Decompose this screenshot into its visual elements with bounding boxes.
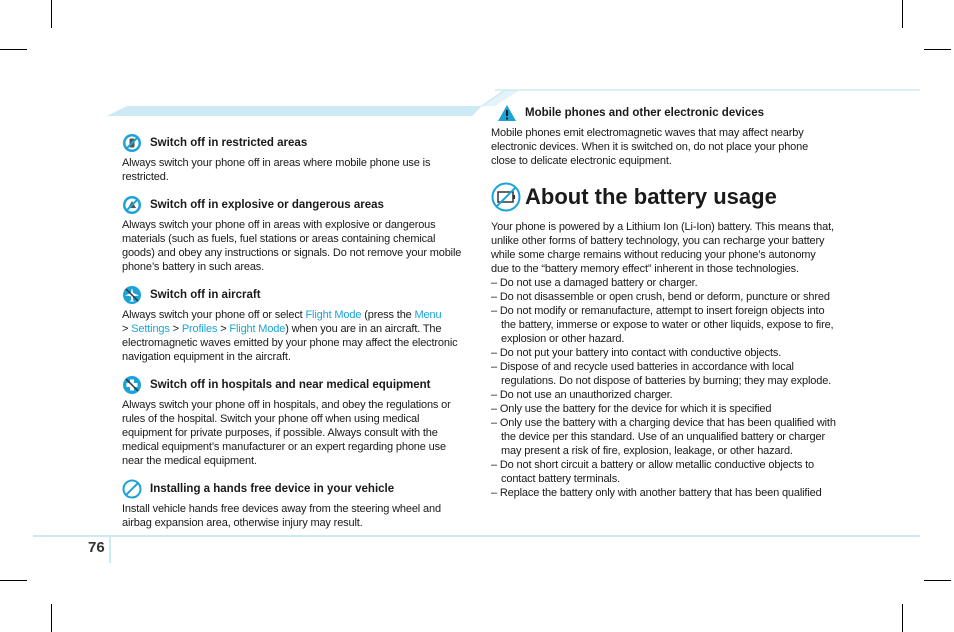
battery-intro: Your phone is powered by a Lithium Ion (Li-Ion) battery. This means that, unlike other forms of battery technology, you can recharge your battery while some charge remains without reducing your phone’s autonomy due to the “battery memory effect” inherent in those technologies.	[491, 221, 834, 275]
section-title: Switch off in explosive or dangerous areas	[150, 199, 384, 211]
right-column	[491, 103, 836, 500]
section-aircraft	[122, 285, 462, 364]
aircraft-icon	[122, 285, 142, 305]
restricted-area-icon	[122, 133, 142, 153]
menu-path-profiles: Profiles	[181, 323, 218, 335]
crop-mark	[51, 604, 52, 632]
medical-cross-icon	[122, 375, 142, 395]
section-body: Always switch your phone off or select Flight Mode (press the Menu > Settings > Profiles > Flight Mode) when you are in an aircraft. The electromagnetic waves emitted by your phone may affect the electronic navigation equipment in the aircraft.	[122, 309, 458, 363]
section-title: Switch off in restricted areas	[150, 137, 308, 149]
crop-mark	[902, 604, 903, 632]
explosive-area-icon	[122, 195, 142, 215]
footer-divider	[109, 537, 111, 563]
list-item: – Do not put your battery into contact with conductive objects.	[491, 347, 782, 359]
left-column	[122, 133, 462, 541]
footer-rule	[33, 535, 920, 537]
header-band	[0, 0, 954, 120]
section-body: Mobile phones emit electromagnetic waves that may affect nearby electronic devices. When it is switched on, do not place your phone close to delicate electronic equipment.	[491, 127, 809, 167]
section-title: Switch off in hospitals and near medical equipment	[150, 379, 431, 391]
section-title: Mobile phones and other electronic devices	[525, 107, 765, 119]
menu-path-menu: Menu	[414, 309, 442, 321]
section-hospital	[122, 375, 462, 468]
list-item: – Do not modify or remanufacture, attempt to insert foreign objects into the battery, immerse or expose to water or other liquids, expose to fire, explosion or other hazard.	[491, 305, 834, 345]
no-phone-vehicle-icon	[122, 479, 142, 499]
battery-bullet-list	[491, 276, 836, 500]
list-item: – Only use the battery with a charging device that has been qualified with the device per this standard. Use of an unqualified battery or charger may present a risk of fire, explosion, leakage, or other hazard.	[491, 417, 836, 457]
crop-mark	[924, 580, 951, 581]
section-body: Always switch your phone off in areas with explosive or dangerous materials (such as fuels, fuel stations or areas containing chemical goods) and obey any instructions or signals. Do not remove your mobile phone’s battery in such areas.	[122, 219, 462, 273]
list-item: – Do not use an unauthorized charger.	[491, 389, 673, 401]
menu-path-flight-mode: Flight Mode	[305, 309, 362, 321]
list-item: – Do not disassemble or open crush, bend or deform, puncture or shred	[491, 291, 830, 303]
list-item: – Only use the battery for the device for which it is specified	[491, 403, 772, 415]
menu-path-flight-mode: Flight Mode	[229, 323, 286, 335]
warning-triangle-icon	[497, 103, 517, 123]
section-electronic-devices	[491, 103, 836, 168]
list-item: – Do not use a damaged battery or charger.	[491, 277, 698, 289]
section-body: Install vehicle hands free devices away from the steering wheel and airbag expansion area, otherwise injury may result.	[122, 503, 441, 529]
battery-icon	[491, 182, 521, 212]
section-body: Always switch your phone off in areas where mobile phone use is restricted.	[122, 157, 431, 183]
page-title	[491, 182, 836, 212]
section-restricted	[122, 133, 462, 184]
section-title: Switch off in aircraft	[150, 289, 261, 301]
list-item: – Dispose of and recycle used batteries in accordance with local regulations. Do not dispose of batteries by burning; they may explode.	[491, 361, 832, 387]
section-explosive	[122, 195, 462, 274]
crop-mark	[0, 580, 27, 581]
section-body: Always switch your phone off in hospitals, and obey the regulations or rules of the hospital. Switch your phone off when using medical equipment for private purposes, if possible. Always consult with the medical equipment’s manufacturer or an expert regarding phone use near the medical equipment.	[122, 399, 451, 467]
menu-path-settings: Settings	[131, 323, 170, 335]
section-title: Installing a hands free device in your vehicle	[150, 483, 395, 495]
page-title-text: About the battery usage	[525, 184, 777, 209]
list-item: – Replace the battery only with another battery that has been qualified	[491, 487, 822, 499]
section-vehicle	[122, 479, 462, 530]
page-number: 76	[88, 539, 105, 556]
list-item: – Do not short circuit a battery or allow metallic conductive objects to contact battery terminals.	[491, 459, 815, 485]
